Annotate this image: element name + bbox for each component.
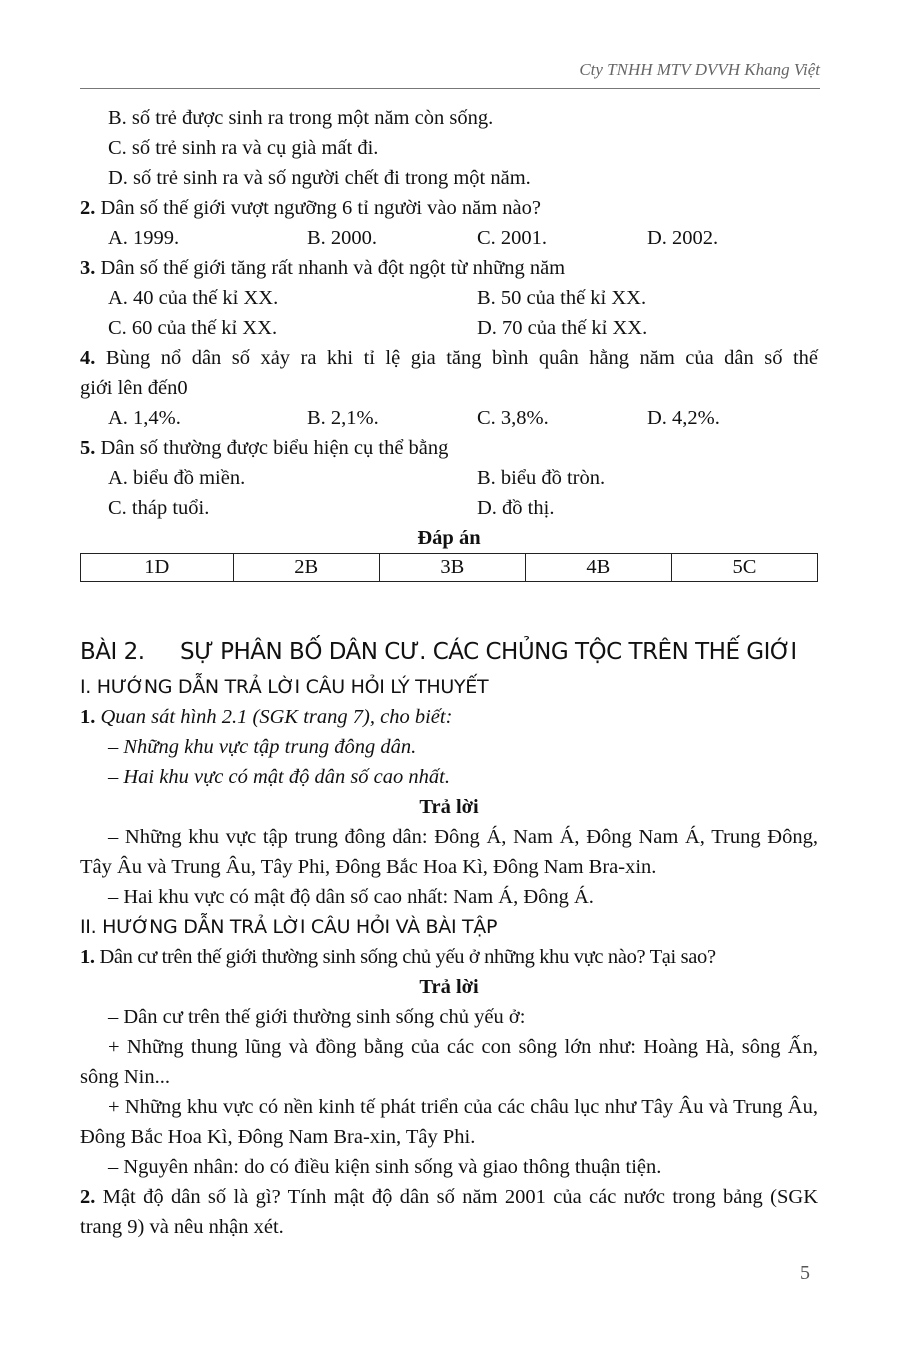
question-3 xyxy=(80,253,818,283)
answers-table xyxy=(80,553,818,582)
section-2-title: II. HƯỚNG DẪN TRẢ LỜI CÂU HỎI VÀ BÀI TẬP xyxy=(80,916,498,938)
question-text: Mật độ dân số là gì? Tính mật độ dân số năm 2001 của các nước trong bảng (SGK trang 9) và nêu nhận xét. xyxy=(80,1186,818,1238)
question-2-options xyxy=(80,223,818,253)
option-line: B. số trẻ được sinh ra trong một năm còn sống. xyxy=(108,107,494,129)
publisher-name: Cty TNHH MTV DVVH Khang Việt xyxy=(579,60,820,79)
answer-title: Trả lời xyxy=(419,796,479,818)
answer-cell: 4B xyxy=(525,554,671,582)
page-content xyxy=(80,103,818,1242)
section-2-question-1 xyxy=(80,942,818,972)
lesson-heading xyxy=(80,632,818,672)
option-line: D. số trẻ sinh ra và số người chết đi trong một năm. xyxy=(108,167,531,189)
section-1-question xyxy=(80,702,818,732)
question-text: Bùng nổ dân số xảy ra khi tỉ lệ gia tăng bình quân hằng năm của dân số thế xyxy=(105,347,818,369)
answer-title: Trả lời xyxy=(419,976,479,998)
question-number: 2. xyxy=(80,197,96,219)
section-1-title: I. HƯỚNG DẪN TRẢ LỜI CÂU HỎI LÝ THUYẾT xyxy=(80,676,489,698)
option-c: C. 3,8%. xyxy=(477,407,549,429)
option-b: B. 50 của thế kỉ XX. xyxy=(477,287,647,309)
question-number: 1. xyxy=(80,706,96,728)
answer-paragraph: + Những khu vực có nền kinh tế phát triển của các châu lục như Tây Âu và Trung Âu, Đông Bắc Hoa Kì, Đông Nam Bra-xin, Tây Phi. xyxy=(80,1096,818,1148)
option-b: B. 2,1%. xyxy=(307,407,379,429)
option-a: A. 1,4%. xyxy=(108,407,181,429)
question-number: 5. xyxy=(80,437,96,459)
option-d: D. 70 của thế kỉ XX. xyxy=(477,317,648,339)
option-line: C. số trẻ sinh ra và cụ già mất đi. xyxy=(108,137,379,159)
option-b: B. biểu đồ tròn. xyxy=(477,467,606,489)
answer-paragraph: – Những khu vực tập trung đông dân: Đông Á, Nam Á, Đông Nam Á, Trung Đông, Tây Âu và Trung Âu, Tây Phi, Đông Bắc Hoa Kì, Đông Nam Bra-xin. xyxy=(80,826,818,878)
question-4-options xyxy=(80,403,818,433)
question-5 xyxy=(80,433,818,463)
page-number: 5 xyxy=(800,1262,810,1284)
answer-paragraph: + Những thung lũng và đồng bằng của các con sông lớn như: Hoàng Hà, sông Ấn, sông Nin... xyxy=(80,1036,818,1088)
question-5-options-row2 xyxy=(80,493,818,523)
option-c: C. 2001. xyxy=(477,227,548,249)
option-c: C. tháp tuổi. xyxy=(108,497,210,519)
answer-cell: 2B xyxy=(233,554,379,582)
question-text: Dân số thường được biểu hiện cụ thể bằng xyxy=(100,437,449,459)
answer-paragraph: – Dân cư trên thế giới thường sinh sống chủ yếu ở: xyxy=(108,1006,526,1028)
answer-cell: 5C xyxy=(671,554,817,582)
answer-paragraph: – Nguyên nhân: do có điều kiện sinh sống và giao thông thuận tiện. xyxy=(108,1156,662,1178)
option-c: C. 60 của thế kỉ XX. xyxy=(108,317,278,339)
lesson-number: BÀI 2. xyxy=(80,639,145,665)
answers-title: Đáp án xyxy=(417,527,481,549)
option-a: A. biểu đồ miền. xyxy=(108,467,246,489)
question-3-options-row2 xyxy=(80,313,818,343)
list-item: – Những khu vực tập trung đông dân. xyxy=(108,736,417,758)
option-d: D. 4,2%. xyxy=(647,407,720,429)
question-text: Quan sát hình 2.1 (SGK trang 7), cho biết: xyxy=(100,706,453,728)
option-b: B. 2000. xyxy=(307,227,378,249)
lesson-title: SỰ PHÂN BỐ DÂN CƯ. CÁC CHỦNG TỘC TRÊN THẾ GIỚI xyxy=(180,639,797,665)
list-item: – Hai khu vực có mật độ dân số cao nhất. xyxy=(108,766,450,788)
option-a: A. 40 của thế kỉ XX. xyxy=(108,287,279,309)
answer-paragraph: – Hai khu vực có mật độ dân số cao nhất: Nam Á, Đông Á. xyxy=(108,886,594,908)
option-d: D. đồ thị. xyxy=(477,497,555,519)
question-number: 1. xyxy=(80,946,95,968)
page-header xyxy=(80,60,820,89)
question-text: Dân số thế giới vượt ngưỡng 6 tỉ người vào năm nào? xyxy=(100,197,542,219)
question-text: Dân số thế giới tăng rất nhanh và đột ngột từ những năm xyxy=(100,257,566,279)
question-4-text-cont: giới lên đến0 xyxy=(80,377,188,399)
question-number: 3. xyxy=(80,257,96,279)
question-text: Dân cư trên thế giới thường sinh sống chủ yếu ở những khu vực nào? Tại sao? xyxy=(99,946,716,968)
option-d: D. 2002. xyxy=(647,227,719,249)
question-3-options-row1 xyxy=(80,283,818,313)
question-number: 2. xyxy=(80,1186,96,1208)
answer-cell: 3B xyxy=(379,554,525,582)
option-a: A. 1999. xyxy=(108,227,180,249)
question-2 xyxy=(80,193,818,223)
question-4 xyxy=(80,343,818,373)
question-number: 4. xyxy=(80,347,96,369)
table-row xyxy=(81,554,818,582)
question-5-options-row1 xyxy=(80,463,818,493)
section-2-question-2 xyxy=(80,1182,818,1242)
answer-cell: 1D xyxy=(81,554,234,582)
